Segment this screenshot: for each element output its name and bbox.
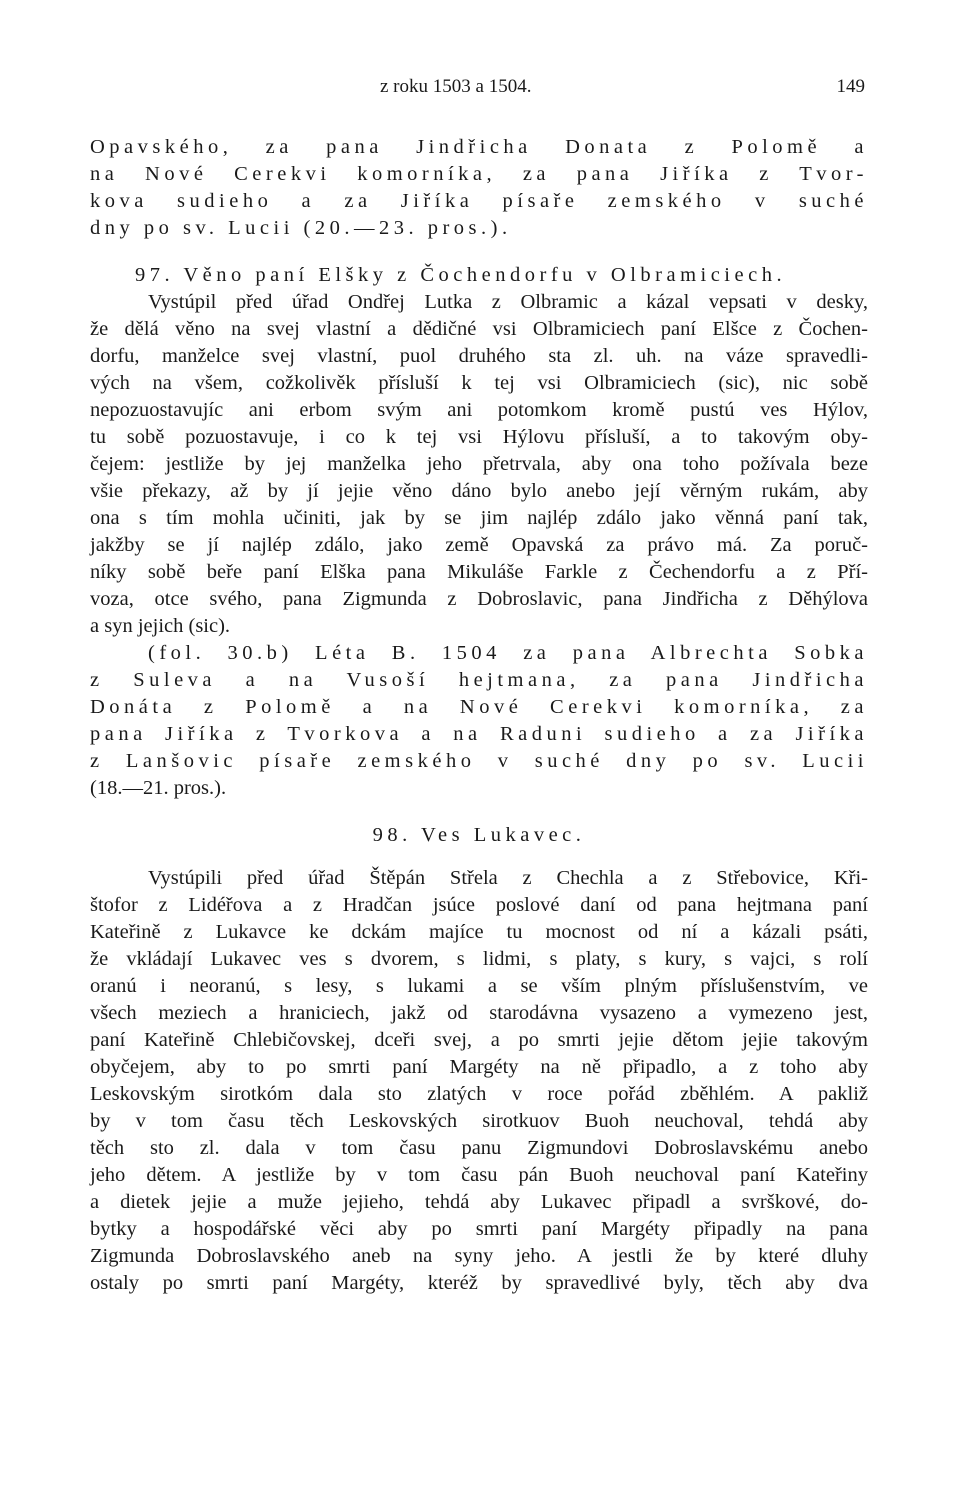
text-line: z Lanšovic písaře zemského v suché dny po sv. Lucii: [90, 750, 868, 772]
text-line: vých na všem, cožkolivěk přísluší k tej vsi Olbramiciech (sic), nic sobě: [90, 372, 868, 394]
text-line: ona s tím mohla učiniti, jak by se jim najlép zdálo jako věnná paní tak,: [90, 507, 868, 529]
running-title: z roku 1503 a 1504.: [380, 76, 532, 97]
text-line: z Suleva a na Vusoší hejtmana, za pana Jindřicha: [90, 669, 868, 691]
page-number: 149: [836, 76, 865, 97]
text-line: všie překazy, až by jí jejie věno dáno bylo anebo její věrným rukám, aby: [90, 480, 868, 502]
text-line: (18.—21. pros.).: [90, 777, 227, 799]
text-line: jeho dětem. A jestliže by v tom času pán Buoh neuchoval paní Kateřiny: [90, 1164, 868, 1186]
text-line: Donáta z Polomě a na Nové Cerekvi komorníka, za: [90, 696, 868, 718]
text-line: Vystúpili před úřad Štěpán Střela z Chechla a z Střebovice, Kři-: [148, 867, 868, 889]
page-body: [90, 134, 868, 1297]
text-line: dorfu, manželce svej vlastní, puol druhého sta zl. uh. na váze spravedli-: [90, 345, 868, 367]
text-line: pana Jiříka z Tvorkova a na Raduni sudieho a za Jiříka: [90, 723, 868, 745]
text-line: Kateřině z Lukavce ke dckám majíce tu mocnost od ní a kázali psáti,: [90, 921, 868, 943]
text-line: kova sudieho a za Jiříka písaře zemského v suché: [90, 190, 868, 212]
text-line: štofor z Lidéřova a z Hradčan jsúce poslové daní od pana hejtmana paní: [90, 894, 868, 916]
text-line: že dělá věno na svej vlastní a dědičné vsi Olbramiciech paní Elšce z Čochen-: [90, 318, 868, 340]
text-line: a syn jejich (sic).: [90, 615, 231, 637]
text-line: ostaly po smrti paní Margéty, kteréž by spravedlivé byly, těch aby dva: [90, 1272, 868, 1294]
text-line: dny po sv. Lucii (20.—23. pros.).: [90, 217, 512, 239]
text-line: že vkládají Lukavec ves s dvorem, s lidmi, s platy, s kury, s vajci, s rolí: [90, 948, 868, 970]
text-line: bytky a hospodářské věci aby po smrti paní Margéty připadly na pana: [90, 1218, 868, 1240]
text-line: oranú i neoranú, s lesy, s lukami a se vším plným příslušenstvím, ve: [90, 975, 868, 997]
text-line: Opavského, za pana Jindřicha Donata z Polomě a: [90, 136, 868, 158]
section-heading-98: 98. Ves Lukavec.: [372, 824, 586, 846]
text-line: všech meziech a hraniciech, jakž od starodávna vysazeno a vymezeno jest,: [90, 1002, 868, 1024]
text-line: (fol. 30.b) Léta B. 1504 za pana Albrechta Sobka: [148, 642, 868, 664]
text-line: by v tom času těch Leskovských sirotkuov Buoh neuchoval, tehdá aby: [90, 1110, 868, 1132]
text-line: Zigmunda Dobroslavského aneb na syny jeho. A jestli že by které dluhy: [90, 1245, 868, 1267]
text-line: nepozuostavujíc ani erbom svým ani potomkom kromě pustú ves Hýlov,: [90, 399, 868, 421]
text-line: Leskovským sirotkóm dala sto zlatých v roce pořád zběhlém. A pakliž: [90, 1083, 868, 1105]
text-line: čejem: jestliže by jej manželka jeho přetrvala, aby ona toho požívala beze: [90, 453, 868, 475]
text-line: těch sto zl. dala v tom času panu Zigmundovi Dobroslavskému anebo: [90, 1137, 868, 1159]
text-line: tu sobě pozuostavuje, i co k tej vsi Hýlovu přísluší, a to takovým oby-: [90, 426, 868, 448]
text-line: a dietek jejie a muže jejieho, tehdá aby Lukavec připadl a svrškové, do-: [90, 1191, 868, 1213]
section-heading-97: 97. Věno paní Elšky z Čochendorfu v Olbramiciech.: [135, 264, 787, 286]
text-line: Vystúpil před úřad Ondřej Lutka z Olbramic a kázal vepsati v desky,: [148, 291, 868, 313]
text-line: paní Kateřině Chlebičovskej, dceři svej, a po smrti jejie dětom jejie takovým: [90, 1029, 868, 1051]
text-line: jakžby se jí najlép zdálo, jako země Opavská za právo má. Za poruč-: [90, 534, 868, 556]
text-line: na Nové Cerekvi komorníka, za pana Jiříka z Tvor-: [90, 163, 868, 185]
page-header: [0, 76, 960, 102]
text-line: níky sobě beře paní Elška pana Mikuláše Farkle z Čechendorfu a z Pří-: [90, 561, 868, 583]
text-line: obyčejem, aby to po smrti paní Margéty na ně připadlo, a z toho aby: [90, 1056, 868, 1078]
text-line: voza, otce svého, pana Zigmunda z Dobroslavic, pana Jindřicha z Děhýlova: [90, 588, 868, 610]
